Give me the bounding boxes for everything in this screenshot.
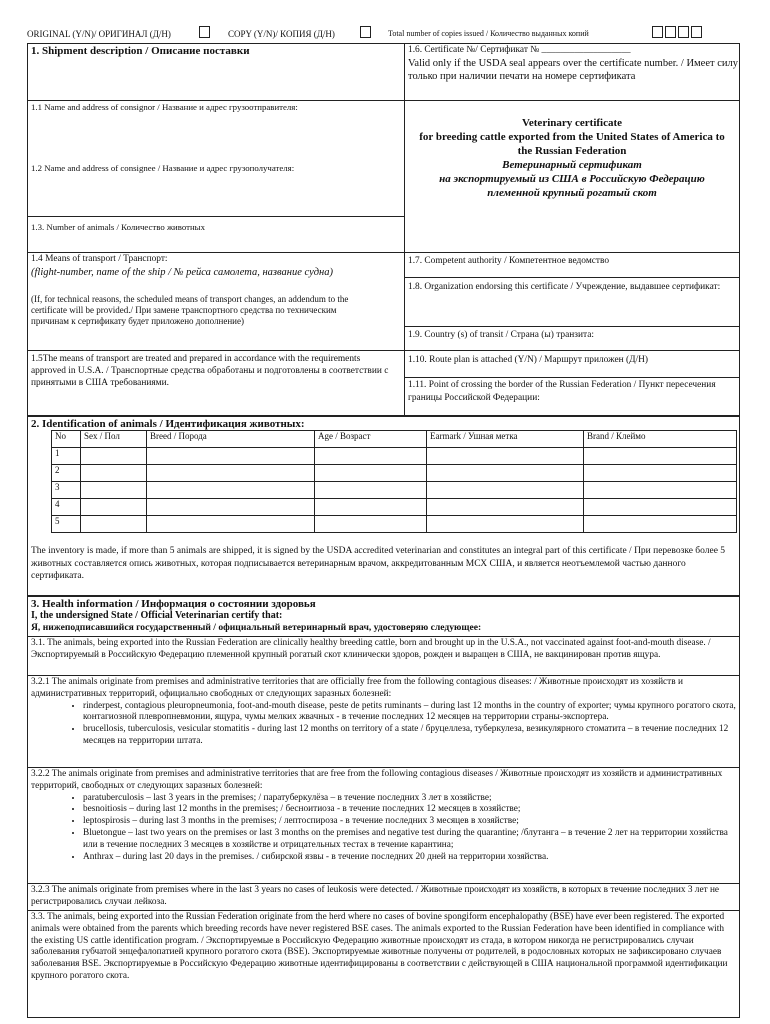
- inventory-note: The inventory is made, if more than 5 animals are shipped, it is signed by the USDA accredited veterinarian and constitutes an integral part of this certificate / При перевозке более 5 животных составляется опись животных, которая подписывается ветеринарным врачом, аккредитованным МСХ США, и является неотъемлемой частью данного сертификата.: [31, 546, 726, 581]
- col-age: Age / Возраст: [315, 431, 427, 448]
- col-earmark: Earmark / Ушная метка: [427, 431, 584, 448]
- certificate-validity-note: Valid only if the USDA seal appears over the certificate number. / Имеет силу только при наличии печати на номере сертификата: [408, 58, 738, 82]
- list-item: • besnoitiosis – during last 12 months in the premises; / бесноитиоза - в течение последних 12 месяцев в хозяйстве;: [83, 804, 737, 816]
- age-cell[interactable]: [315, 516, 427, 533]
- section3-sub-ru: Я, нижеподписавшийся государственный / официальный ветеринарный врач, удостоверяю следующее:: [31, 622, 482, 633]
- clause-3-2-2-intro: 3.2.2 The animals originate from premises and administrative territories that are free from the following contagious diseases / Животные происходят из хозяйств и административных территорий, свободных от следующих заразных болезней:: [31, 769, 723, 791]
- age-cell[interactable]: [315, 465, 427, 482]
- age-cell[interactable]: [315, 499, 427, 516]
- table-row: [52, 448, 737, 465]
- col-brand: Brand / Клеймо: [584, 431, 737, 448]
- certificate-title: [406, 116, 738, 200]
- clause-3-3: 3.3. The animals, being exported into the Russian Federation originate from the herd where no cases of bovine spongiform encephalopathy (BSE) have ever been registered. The exported animals were obtained from the parents which breeding records have never registered BSE cases. The animals exported to the Russian Federation have been identified in compliance with the existing US cattle identification program. / Экспортируемые в Российскую Федерацию животные происходят из стада, в котором никогда не регистрировались случаи заболевания губчатой энцефалопатией крупного рогатого скота (BSE). Экспортируемые животные получены от родителей, в родословных которых не зафиксировано случаев заболевания BSE. Экспортируемые в Российскую Федерацию животные идентифицированы в соответствии с действующей в США национальной программой идентификации крупного рогатого скота.: [31, 912, 728, 981]
- sex-cell[interactable]: [81, 465, 147, 482]
- sex-cell[interactable]: [81, 482, 147, 499]
- copies-box-2[interactable]: [665, 26, 676, 38]
- title-en-line2: for breeding cattle exported from the United States of America to the Russian Federation: [419, 131, 725, 157]
- consignee-field[interactable]: 1.2 Name and address of consignee / Название и адрес грузополучателя:: [31, 163, 295, 173]
- table-row: [52, 516, 737, 533]
- earmark-cell[interactable]: [427, 465, 584, 482]
- age-cell[interactable]: [315, 482, 427, 499]
- copies-box-4[interactable]: [691, 26, 702, 38]
- section3-sub-en: I, the undersigned State / Official Veterinarian certify that:: [31, 610, 283, 621]
- age-cell[interactable]: [315, 448, 427, 465]
- earmark-cell[interactable]: [427, 499, 584, 516]
- row-number: 4: [52, 499, 81, 516]
- clause-3-2-3: 3.2.3 The animals originate from premises where in the last 3 years no cases of leukosis were detected. / Животные происходят из хозяйств, в которых в течение последних 3 лет не регистрировались случаи лейкоза.: [31, 885, 720, 907]
- clause-3-1: 3.1. The animals, being exported into the Russian Federation are clinically healthy breeding cattle, born and brought up in the U.S.A., not vaccinated against foot-and-mouth disease. / Экспортируемый в Российскую Федерацию племенной крупный рогатый скот клинически здоров, рожден и выращен в США, не вакцинирован против ящура.: [31, 638, 711, 660]
- table-header-row: [52, 431, 737, 448]
- animals-table: [51, 430, 737, 533]
- border-crossing-field[interactable]: 1.11. Point of crossing the border of the Russian Federation / Пункт пересечения границы Российской Федерации:: [408, 380, 716, 403]
- col-sex: Sex / Пол: [81, 431, 147, 448]
- col-breed: Breed / Порода: [147, 431, 315, 448]
- clause-3-2-1: [31, 677, 737, 748]
- row-number: 3: [52, 482, 81, 499]
- list-item: • paratuberculosis – last 3 years in the premises; / паратуберкулёза – в течение последних 3 лет в хозяйстве;: [83, 793, 737, 805]
- copy-checkbox[interactable]: [360, 26, 371, 38]
- brand-cell[interactable]: [584, 499, 737, 516]
- list-item: • Anthrax – during last 20 days in the premises. / сибирской язвы - в течение последних 20 дней на территории хозяйства.: [83, 852, 737, 864]
- clause-3-2-2: [31, 769, 737, 863]
- transport-field[interactable]: 1.4 Means of transport / Транспорт:: [31, 254, 168, 264]
- brand-cell[interactable]: [584, 482, 737, 499]
- endorsing-organization-field[interactable]: 1.8. Organization endorsing this certificate / Учреждение, выдавшее сертификат:: [408, 282, 721, 292]
- section2-heading: 2. Identification of animals / Идентификация животных:: [31, 418, 305, 430]
- sex-cell[interactable]: [81, 516, 147, 533]
- list-item: • brucellosis, tuberculosis, vesicular stomatitis - during last 12 months on territory of a state / бруцеллеза, туберкулеза, везикулярного стоматита – в течение последних 12 месяцев на территории штата.: [83, 724, 737, 748]
- brand-cell[interactable]: [584, 516, 737, 533]
- title-ru-line2: на экспортируемый из США в Российскую Федерацию племенной крупный рогатый скот: [439, 173, 705, 199]
- transport-hint: (flight-number, name of the ship / № рейса самолета, название судна): [31, 267, 333, 278]
- competent-authority-field[interactable]: 1.7. Competent authority / Компетентное ведомство: [408, 256, 610, 266]
- breed-cell[interactable]: [147, 465, 315, 482]
- certificate-number-field[interactable]: 1.6. Certificate №/ Сертификат № ___________________: [408, 45, 631, 55]
- copies-box-3[interactable]: [678, 26, 689, 38]
- section1-divider: [404, 43, 405, 416]
- brand-cell[interactable]: [584, 465, 737, 482]
- row-number: 5: [52, 516, 81, 533]
- earmark-cell[interactable]: [427, 448, 584, 465]
- breed-cell[interactable]: [147, 448, 315, 465]
- table-row: [52, 465, 737, 482]
- consignor-field[interactable]: 1.1 Name and address of consignor / Название и адрес грузоотправителя:: [31, 102, 298, 112]
- copies-label: Total number of copies issued / Количество выданных копий: [388, 29, 589, 38]
- section1-heading: 1. Shipment description / Описание поставки: [31, 45, 250, 57]
- transit-country-field[interactable]: 1.9. Country (s) of transit / Страна (ы) транзита:: [408, 330, 594, 340]
- title-en-line1: Veterinary certificate: [521, 117, 623, 129]
- clause-3-2-1-list: [31, 701, 737, 748]
- number-of-animals-field[interactable]: 1.3. Number of animals / Количество животных: [31, 222, 205, 232]
- col-no: No: [52, 431, 81, 448]
- brand-cell[interactable]: [584, 448, 737, 465]
- breed-cell[interactable]: [147, 499, 315, 516]
- table-row: [52, 499, 737, 516]
- section3-heading: 3. Health information / Информация о состоянии здоровья: [31, 598, 316, 610]
- clause-3-2-2-list: [31, 793, 737, 864]
- sex-cell[interactable]: [81, 499, 147, 516]
- list-item: • Bluetongue – last two years on the premises or last 3 months on the premises and negative test during the quarantine; /блутанга – в течение 2 лет на территории хозяйства или в течение последних 3 месяцев в хозяйстве и отрицательных тестах в течение карантина;: [83, 828, 737, 852]
- row-number: 2: [52, 465, 81, 482]
- earmark-cell[interactable]: [427, 482, 584, 499]
- original-label: ORIGINAL (Y/N)/ ОРИГИНАЛ (Д/Н): [27, 29, 171, 39]
- table-row: [52, 482, 737, 499]
- route-plan-field[interactable]: 1.10. Route plan is attached (Y/N) / Маршрут приложен (Д/Н): [408, 355, 649, 365]
- transport-treatment-field: 1.5The means of transport are treated and prepared in accordance with the requirements approved in U.S.A. / Транспортные средства обработаны и подготовлены в соответствии с принятыми в США требованиями.: [31, 354, 389, 388]
- list-item: • rinderpest, contagious pleuropneumonia, foot-and-mouth disease, peste de petits ruminants – during last 12 months in the country of exporter; чумы крупного рогатого скота, контагиозной плевропневмонии, ящура, чумы мелких жвачных - в течение последних 12 месяцев на территории страны-экспортера.: [83, 701, 737, 725]
- earmark-cell[interactable]: [427, 516, 584, 533]
- copy-label: COPY (Y/N)/ КОПИЯ (Д/Н): [228, 29, 335, 39]
- copies-box-1[interactable]: [652, 26, 663, 38]
- clause-3-2-1-intro: 3.2.1 The animals originate from premises and administrative territories that are officially free from the following contagious diseases: / Животные происходят из хозяйств и административных территорий, официально свободных от следующих заразных болезней:: [31, 677, 683, 699]
- breed-cell[interactable]: [147, 516, 315, 533]
- transport-note: (If, for technical reasons, the scheduled means of transport changes, an addendum to the certificate will be provided./ При замене транспортного средства по техническим причинам к сертификату будет приложено дополнение): [31, 294, 349, 326]
- row-number: 1: [52, 448, 81, 465]
- list-item: • leptospirosis – during last 3 months in the premises; / лептоспироза - в течение последних 3 месяцев в хозяйстве;: [83, 816, 737, 828]
- original-checkbox[interactable]: [199, 26, 210, 38]
- sex-cell[interactable]: [81, 448, 147, 465]
- title-ru-line1: Ветеринарный сертификат: [502, 159, 642, 171]
- breed-cell[interactable]: [147, 482, 315, 499]
